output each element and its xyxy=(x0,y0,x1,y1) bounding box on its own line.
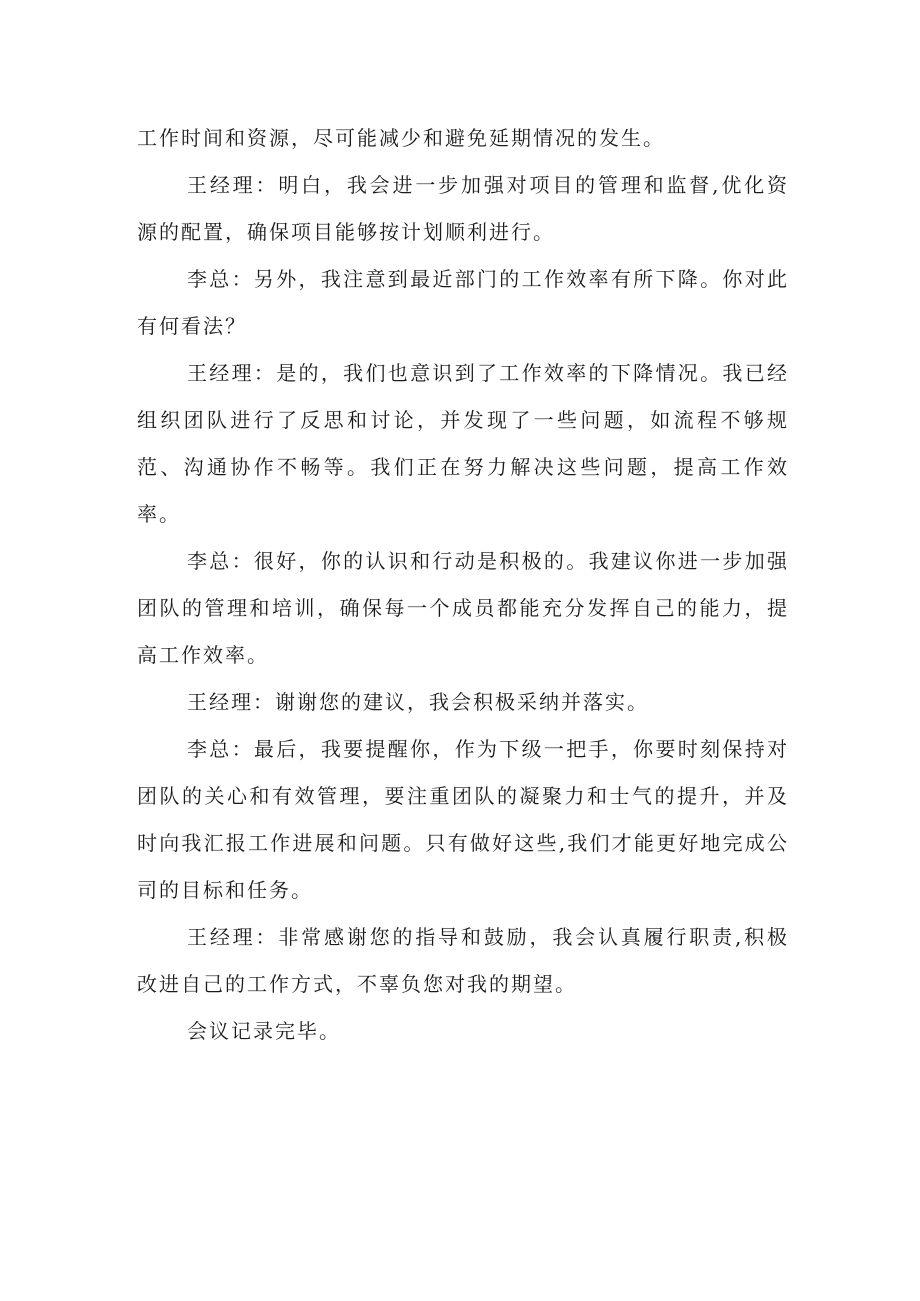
document-body xyxy=(137,115,789,1055)
paragraph-wang-response-4: 王经理：非常感谢您的指导和鼓励，我会认真履行职责,积极改进自己的工作方式，不辜负您对我的期望。 xyxy=(137,925,789,996)
paragraph-li-reminder: 李总：最后，我要提醒你，作为下级一把手，你要时刻保持对团队的关心和有效管理，要注重团队的凝聚力和士气的提升，并及时向我汇报工作进展和问题。只有做好这些,我们才能更好地完成公司的目标和任务。 xyxy=(137,737,789,902)
paragraph-wang-response-2: 王经理：是的，我们也意识到了工作效率的下降情况。我已经组织团队进行了反思和讨论，并发现了一些问题，如流程不够规范、沟通协作不畅等。我们正在努力解决这些问题，提高工作效率。 xyxy=(137,361,789,526)
paragraph-wang-response-3: 王经理：谢谢您的建议，我会积极采纳并落实。 xyxy=(187,690,649,714)
paragraph-closing: 会议记录完毕。 xyxy=(187,1019,341,1043)
paragraph-li-suggestion: 李总：很好，你的认识和行动是积极的。我建议你进一步加强团队的管理和培训，确保每一个成员都能充分发挥自己的能力，提高工作效率。 xyxy=(137,549,789,667)
paragraph-wang-response-1: 王经理：明白，我会进一步加强对项目的管理和监督,优化资源的配置，确保项目能够按计划顺利进行。 xyxy=(137,173,789,244)
paragraph-continuation: 工作时间和资源，尽可能减少和避免延期情况的发生。 xyxy=(137,126,665,150)
paragraph-li-question-efficiency: 李总：另外，我注意到最近部门的工作效率有所下降。你对此有何看法？ xyxy=(137,267,789,338)
